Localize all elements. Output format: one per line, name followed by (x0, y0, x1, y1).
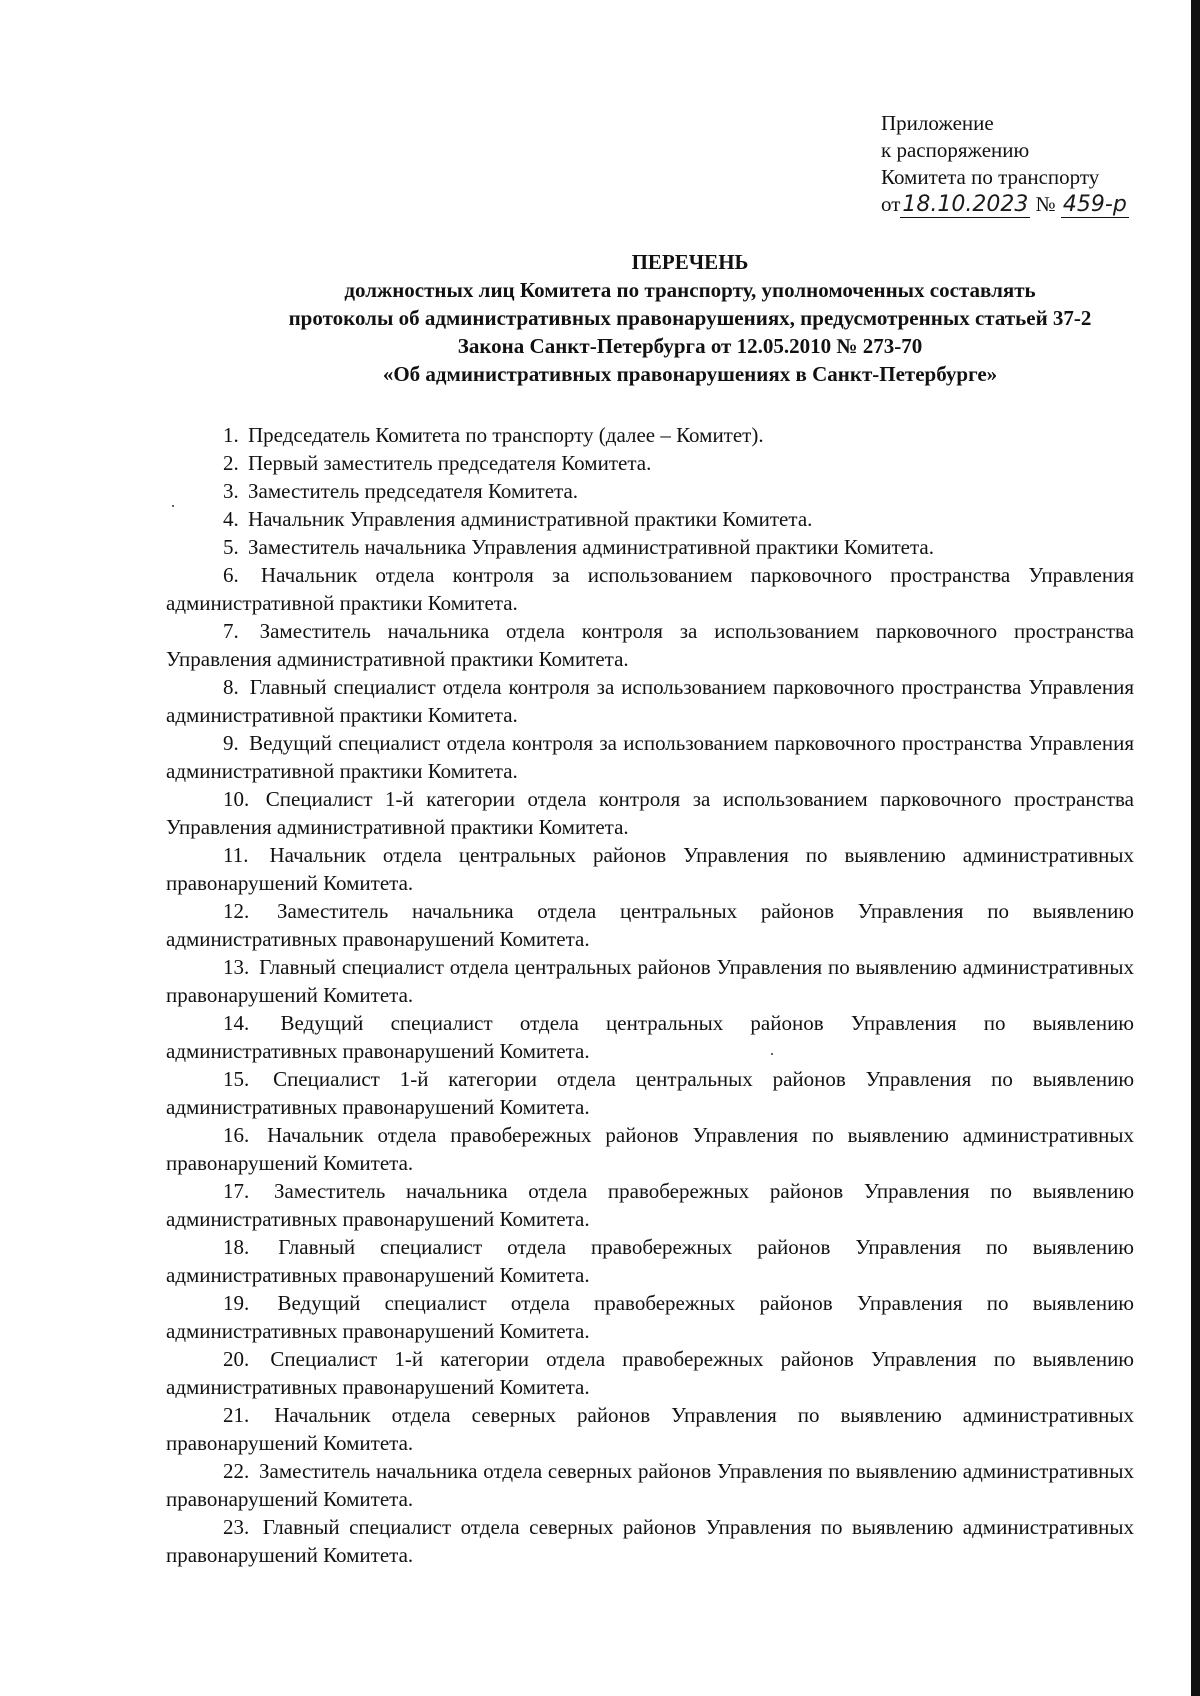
list-item-number: 20. (223, 1347, 250, 1371)
list-item (166, 785, 1134, 841)
list-item (166, 1233, 1134, 1289)
list-item-text: Начальник отдела контроля за использованием парковочного пространства Управления административной практики Комитета. (166, 563, 1135, 615)
list-item-text: Заместитель начальника отдела правобережных районов Управления по выявлению административных правонарушений Комитета. (166, 1179, 1135, 1231)
list-item (166, 617, 1134, 673)
list-item-text: Главный специалист отдела северных районов Управления по выявлению административных правонарушений Комитета. (166, 1515, 1134, 1567)
list-item (166, 1513, 1134, 1569)
list-item-number: 2. (223, 451, 239, 475)
list-item-number: 5. (223, 535, 239, 559)
list-item-text: Начальник отдела центральных районов Управления по выявлению административных правонарушений Комитета. (166, 843, 1134, 895)
list-item-text: Специалист 1-й категории отдела центральных районов Управления по выявлению административных правонарушений Комитета. (166, 1067, 1135, 1119)
list-item-number: 23. (223, 1515, 250, 1539)
title-line-1: должностных лиц Комитета по транспорту, уполномоченных составлять (344, 278, 1036, 302)
list-item-text: Специалист 1-й категории отдела контроля за использованием парковочного пространства Управления административной практики Комитета. (166, 787, 1134, 839)
list-item-number: 8. (223, 675, 239, 699)
list-item-text: Заместитель начальника отдела центральных районов Управления по выявлению административных правонарушений Комитета. (166, 899, 1134, 951)
list-item-number: 14. (223, 1011, 250, 1035)
title-line-2: протоколы об административных правонарушениях, предусмотренных статьей 37-2 (288, 306, 1092, 330)
list-item-text: Главный специалист отдела центральных районов Управления по выявлению административных правонарушений Комитета. (166, 955, 1134, 1007)
list-item-number: 11. (223, 843, 249, 867)
list-item (166, 673, 1134, 729)
appendix-line-2: к распоряжению (881, 138, 1030, 162)
list-item-text: Ведущий специалист отдела правобережных районов Управления по выявлению административных правонарушений Комитета. (166, 1291, 1134, 1343)
list-item-number: 12. (223, 899, 250, 923)
title-line-3: Закона Санкт-Петербурга от 12.05.2010 № 273-70 (457, 334, 923, 358)
list-item (166, 561, 1134, 617)
list-item-text: Ведущий специалист отдела центральных районов Управления по выявлению административных правонарушений Комитета. (166, 1011, 1134, 1063)
list-item (166, 1457, 1134, 1513)
list-item-number: 21. (223, 1403, 250, 1427)
list-item-text: Заместитель начальника Управления административной практики Комитета. (248, 535, 934, 559)
list-item (166, 421, 1134, 449)
list-item-number: 3. (223, 479, 239, 503)
list-item-number: 22. (223, 1459, 250, 1483)
appendix-line-1: Приложение (881, 111, 994, 135)
list-item-text: Заместитель начальника отдела контроля за использованием парковочного пространства Управления административной практики Комитета. (166, 619, 1134, 671)
number-prefix: № (1035, 192, 1056, 216)
list-item-number: 17. (223, 1179, 250, 1203)
list-item (166, 1289, 1134, 1345)
list-item (166, 1009, 1134, 1065)
appendix-date-line (881, 191, 1129, 218)
list-item (166, 449, 1134, 477)
list-item-text: Специалист 1-й категории отдела правобережных районов Управления по выявлению административных правонарушений Комитета. (166, 1347, 1134, 1399)
list-item-number: 7. (223, 619, 239, 643)
list-item (166, 1121, 1134, 1177)
appendix-line-3: Комитета по транспорту (881, 165, 1100, 189)
list-item-number: 19. (223, 1291, 250, 1315)
list-item (166, 505, 1134, 533)
list-item-text: Главный специалист отдела правобережных районов Управления по выявлению административных правонарушений Комитета. (166, 1235, 1134, 1287)
list-item-number: 4. (223, 507, 239, 531)
list-item (166, 533, 1134, 561)
list-item-text: Начальник отдела северных районов Управления по выявлению административных правонарушений Комитета. (166, 1403, 1135, 1455)
scan-speck (172, 505, 174, 507)
list-item (166, 841, 1134, 897)
title-line-4: «Об административных правонарушениях в Санкт-Петербурге» (382, 362, 998, 386)
list-item (166, 477, 1134, 505)
list-item-text: Главный специалист отдела контроля за использованием парковочного пространства Управления административной практики Комитета. (166, 675, 1134, 727)
list-item (166, 729, 1134, 785)
list-item (166, 1177, 1134, 1233)
list-item-number: 9. (223, 731, 239, 755)
list-item-text: Начальник Управления административной практики Комитета. (248, 507, 813, 531)
list-item-number: 13. (223, 955, 250, 979)
list-item (166, 1345, 1134, 1401)
list-item-number: 18. (223, 1235, 250, 1259)
list-item-text: Председатель Комитета по транспорту (далее – Комитет). (248, 423, 764, 447)
list-item (166, 1065, 1134, 1121)
title-heading: ПЕРЕЧЕНЬ (631, 250, 749, 274)
list-item-text: Ведущий специалист отдела контроля за использованием парковочного пространства Управления административной практики Комитета. (166, 731, 1134, 783)
list-item-text: Начальник отдела правобережных районов Управления по выявлению административных правонарушений Комитета. (166, 1123, 1135, 1175)
list-item-number: 16. (223, 1123, 250, 1147)
handwritten-date: 18.10.2023 (902, 192, 1029, 217)
list-item (166, 897, 1134, 953)
handwritten-number: 459-р (1062, 192, 1127, 217)
list-item (166, 1401, 1134, 1457)
list-item (166, 953, 1134, 1009)
list-item-number: 6. (223, 563, 239, 587)
list-item-text: Заместитель председателя Комитета. (248, 479, 579, 503)
list-item-text: Заместитель начальника отдела северных районов Управления по выявлению административных правонарушений Комитета. (166, 1459, 1134, 1511)
officials-list (166, 421, 1134, 1569)
appendix-stamp (881, 110, 1129, 218)
list-item-number: 1. (223, 423, 239, 447)
date-prefix: от (881, 192, 901, 216)
list-item-text: Первый заместитель председателя Комитета. (248, 451, 652, 475)
document-title (0, 248, 1200, 388)
list-item-number: 10. (223, 787, 250, 811)
scan-speck (771, 1053, 773, 1055)
list-item-number: 15. (223, 1067, 250, 1091)
